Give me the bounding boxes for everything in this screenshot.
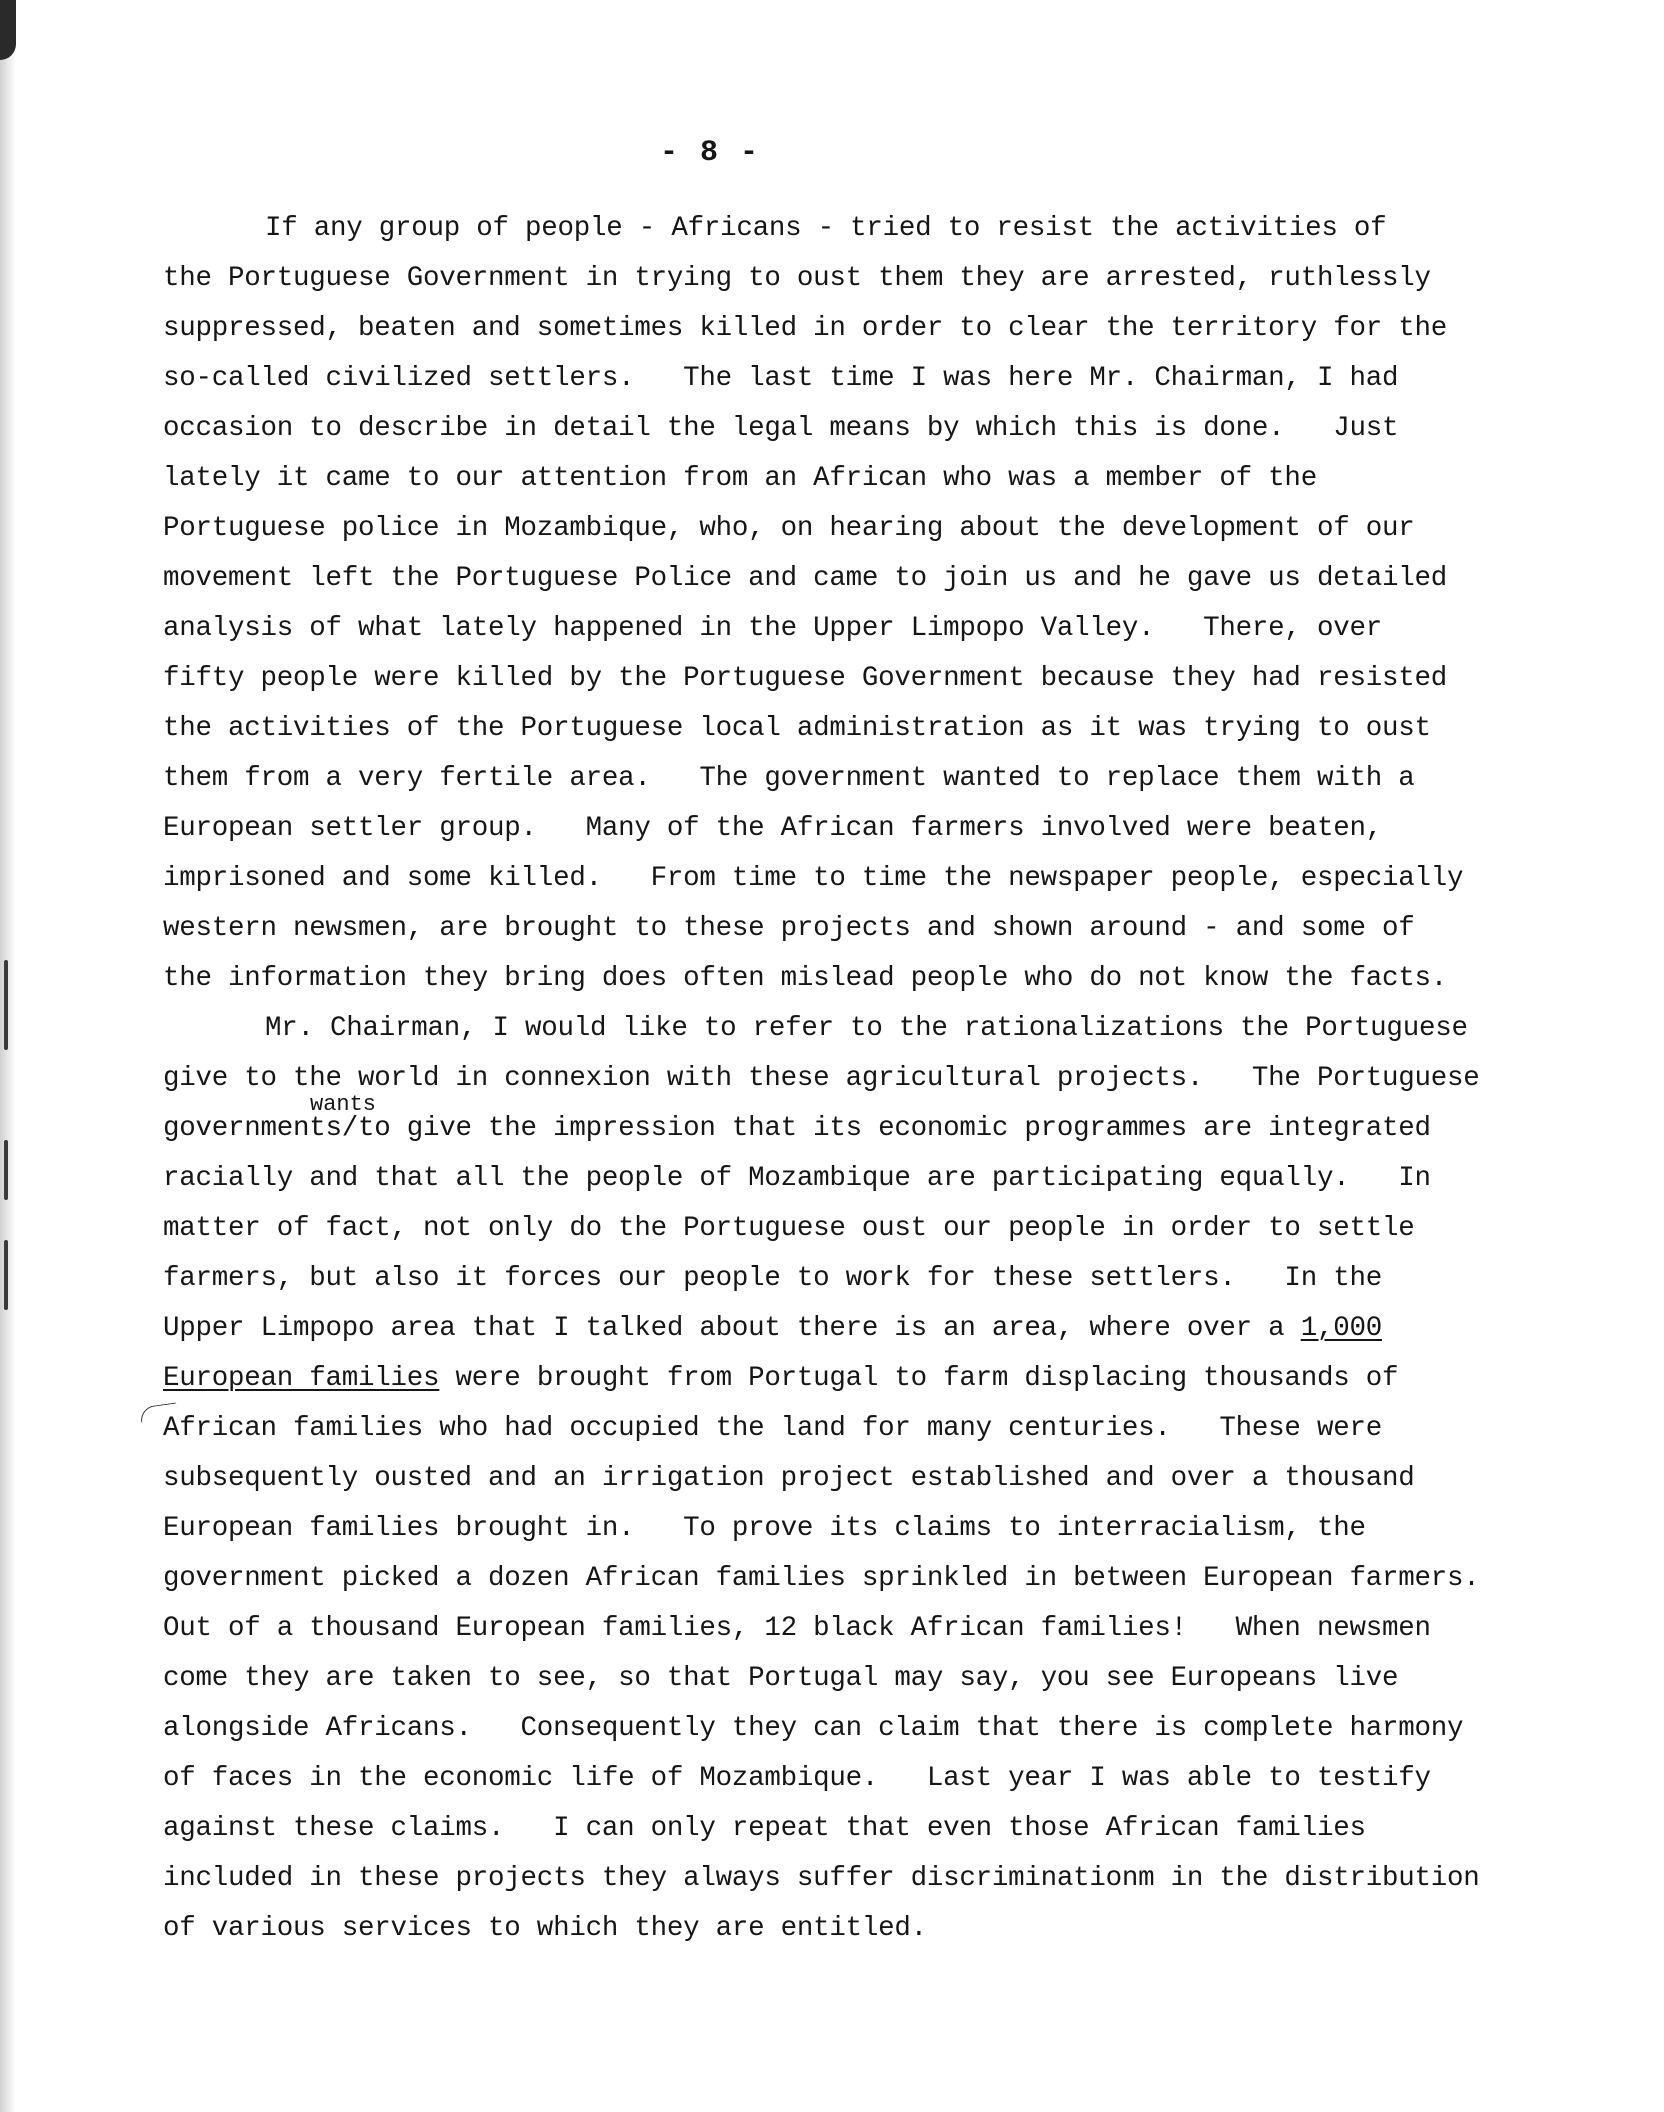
text-line: suppressed, beaten and sometimes killed in order to clear the territory for the: [163, 313, 1447, 344]
text-line: matter of fact, not only do the Portuguese oust our people in order to settle: [163, 1213, 1415, 1244]
text-line: Mr. Chairman, I would like to refer to the rationalizations the Portuguese: [265, 1013, 1468, 1044]
text-line: against these claims. I can only repeat that even those African families: [163, 1813, 1366, 1844]
scan-margin-mark: [4, 1140, 8, 1200]
text-line: If any group of people - Africans - tried to resist the activities of: [265, 213, 1387, 244]
text-line: government picked a dozen African families sprinkled in between European farmers.: [163, 1563, 1480, 1594]
scan-margin-mark: [4, 1240, 8, 1310]
text-line: farmers, but also it forces our people to work for these settlers. In the: [163, 1263, 1382, 1294]
text-line: European families brought in. To prove its claims to interracialism, the: [163, 1513, 1366, 1544]
text-line: governments/to give the impression that its economic programmes are integrated: [163, 1113, 1431, 1144]
text-line: [163, 1362, 1398, 1396]
text-line: [163, 1312, 1382, 1346]
text-line: Portuguese police in Mozambique, who, on hearing about the development of our: [163, 513, 1415, 544]
text-line: of faces in the economic life of Mozambique. Last year I was able to testify: [163, 1763, 1431, 1794]
page-number: - 8 -: [659, 136, 760, 170]
text-line: European settler group. Many of the African farmers involved were beaten,: [163, 813, 1382, 844]
text-line: western newsmen, are brought to these projects and shown around - and some of: [163, 913, 1415, 944]
text-line: them from a very fertile area. The government wanted to replace them with a: [163, 763, 1415, 794]
text-segment: were brought from Portugal to farm displacing thousands of: [439, 1363, 1399, 1394]
text-segment: Upper Limpopo area that I talked about there is an area, where over a: [163, 1313, 1301, 1344]
text-line: the activities of the Portuguese local administration as it was trying to oust: [163, 713, 1431, 744]
underlined-figure: 1,000: [1300, 1313, 1382, 1344]
text-line: Out of a thousand European families, 12 black African families! When newsmen: [163, 1613, 1431, 1644]
text-line: imprisoned and some killed. From time to time the newspaper people, especially: [163, 863, 1464, 894]
text-line: come they are taken to see, so that Portugal may say, you see Europeans live: [163, 1663, 1399, 1694]
scan-margin-mark: [4, 960, 8, 1050]
text-line: included in these projects they always suffer discriminationm in the distribution: [163, 1863, 1480, 1894]
text-line: give to the world in connexion with these agricultural projects. The Portuguese: [163, 1063, 1480, 1094]
underlined-phrase: European families: [163, 1363, 440, 1394]
interlinear-insertion: wants: [310, 1092, 377, 1117]
text-line: alongside Africans. Consequently they can claim that there is complete harmony: [163, 1713, 1464, 1744]
scan-edge-shadow: [0, 0, 16, 2112]
text-line: movement left the Portuguese Police and came to join us and he gave us detailed: [163, 563, 1447, 594]
text-line: of various services to which they are entitled.: [163, 1913, 927, 1944]
text-line: lately it came to our attention from an African who was a member of the: [163, 463, 1317, 494]
text-line: occasion to describe in detail the legal means by which this is done. Just: [163, 413, 1399, 444]
text-line: so-called civilized settlers. The last time I was here Mr. Chairman, I had: [163, 363, 1399, 394]
text-line: the information they bring does often mislead people who do not know the facts.: [163, 963, 1447, 994]
text-line: fifty people were killed by the Portuguese Government because they had resisted: [163, 663, 1447, 694]
text-line: subsequently ousted and an irrigation project established and over a thousand: [163, 1463, 1415, 1494]
text-line: the Portuguese Government in trying to oust them they are arrested, ruthlessly: [163, 263, 1431, 294]
scan-corner-shadow: [0, 0, 16, 60]
text-line: racially and that all the people of Mozambique are participating equally. In: [163, 1163, 1431, 1194]
text-line: analysis of what lately happened in the Upper Limpopo Valley. There, over: [163, 613, 1382, 644]
text-line: African families who had occupied the land for many centuries. These were: [163, 1413, 1382, 1444]
